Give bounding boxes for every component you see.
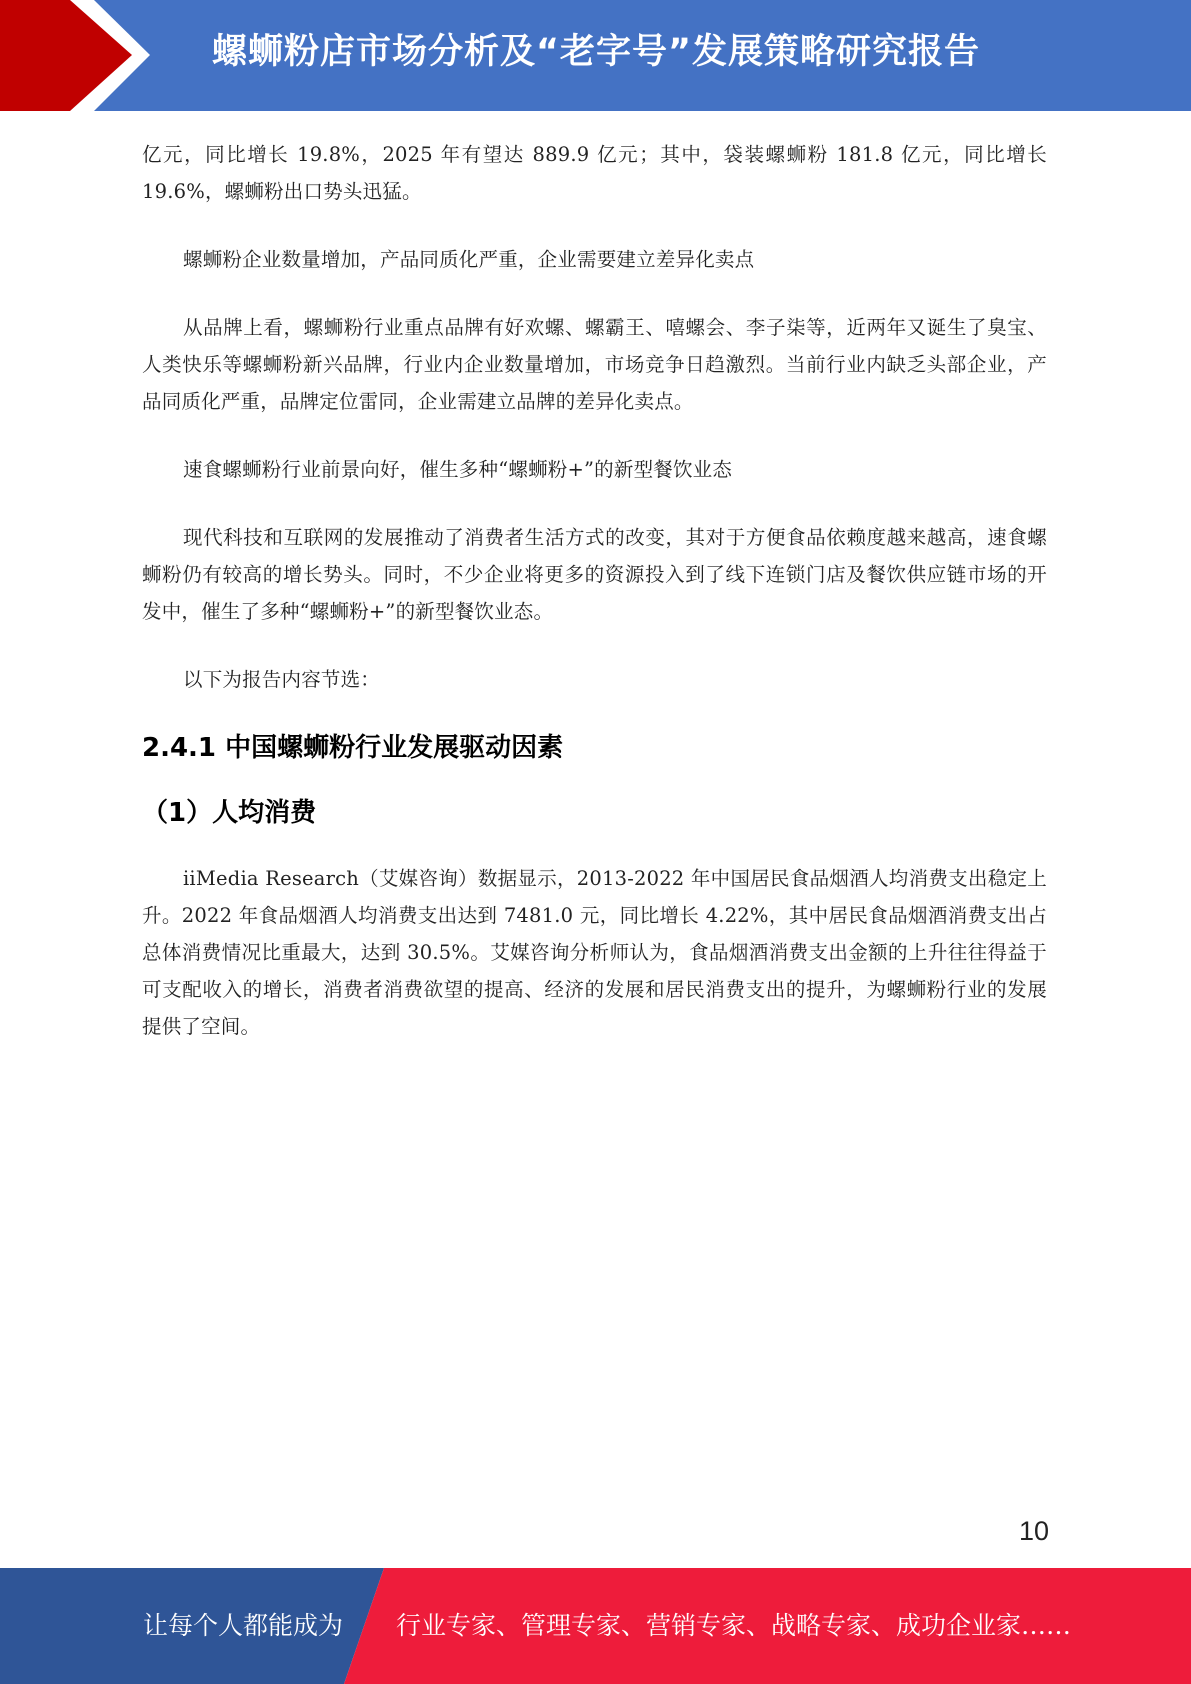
page-number: 10 [1018, 1516, 1049, 1546]
paragraph-subhead-homogenization: 螺蛳粉企业数量增加，产品同质化严重，企业需要建立差异化卖点 [183, 248, 755, 271]
paragraph-market-size: 亿元，同比增长 19.8%，2025 年有望达 889.9 亿元；其中，袋装螺蛳粉 181.8 亿元，同比增长 19.6%，螺蛳粉出口势头迅猛。 [142, 143, 1047, 203]
header-chevron-icon [0, 0, 160, 111]
paragraph-outlook: 现代科技和互联网的发展推动了消费者生活方式的改变，其对于方便食品依赖度越来越高，速食螺蛳粉仍有较高的增长势头。同时，不少企业将更多的资源投入到了线下连锁门店及餐饮供应链市场的开发中，催生了多种“螺蛳粉+”的新型餐饮业态。 [142, 526, 1047, 623]
paragraph-excerpt-intro: 以下为报告内容节选： [183, 668, 381, 691]
page-header [0, 0, 1191, 111]
footer-slogan-left: 让每个人都能成为 [143, 1611, 344, 1640]
page-footer [0, 1568, 1191, 1684]
paragraph-brands: 从品牌上看，螺蛳粉行业重点品牌有好欢螺、螺霸王、嘻螺会、李子柒等，近两年又诞生了臭宝、人类快乐等螺蛳粉新兴品牌，行业内企业数量增加，市场竞争日趋激烈。当前行业内缺乏头部企业，产品同质化严重，品牌定位雷同，企业需建立品牌的差异化卖点。 [142, 316, 1047, 413]
paragraph-per-capita-consumption: iiMedia Research（艾媒咨询）数据显示，2013-2022 年中国居民食品烟酒人均消费支出稳定上升。2022 年食品烟酒人均消费支出达到 7481.0 元，同比增长 4.22%，其中居民食品烟酒消费支出占总体消费情况比重最大，达到 30.5%。艾媒咨询分析师认为，食品烟酒消费支出金额的上升往往得益于可支配收入的增长，消费者消费欲望的提高、经济的发展和居民消费支出的提升，为螺蛳粉行业的发展提供了空间。 [142, 867, 1047, 1038]
subsection-heading: （1）人均消费 [142, 798, 317, 828]
footer-slogan-right: 行业专家、管理专家、营销专家、战略专家、成功企业家…… [396, 1611, 1072, 1640]
header-title: 螺蛳粉店市场分析及“老字号”发展策略研究报告 [212, 32, 981, 72]
paragraph-subhead-outlook: 速食螺蛳粉行业前景向好，催生多种“螺蛳粉+”的新型餐饮业态 [183, 458, 733, 481]
report-body [142, 136, 1047, 1045]
section-heading: 2.4.1 中国螺蛳粉行业发展驱动因素 [142, 733, 564, 763]
